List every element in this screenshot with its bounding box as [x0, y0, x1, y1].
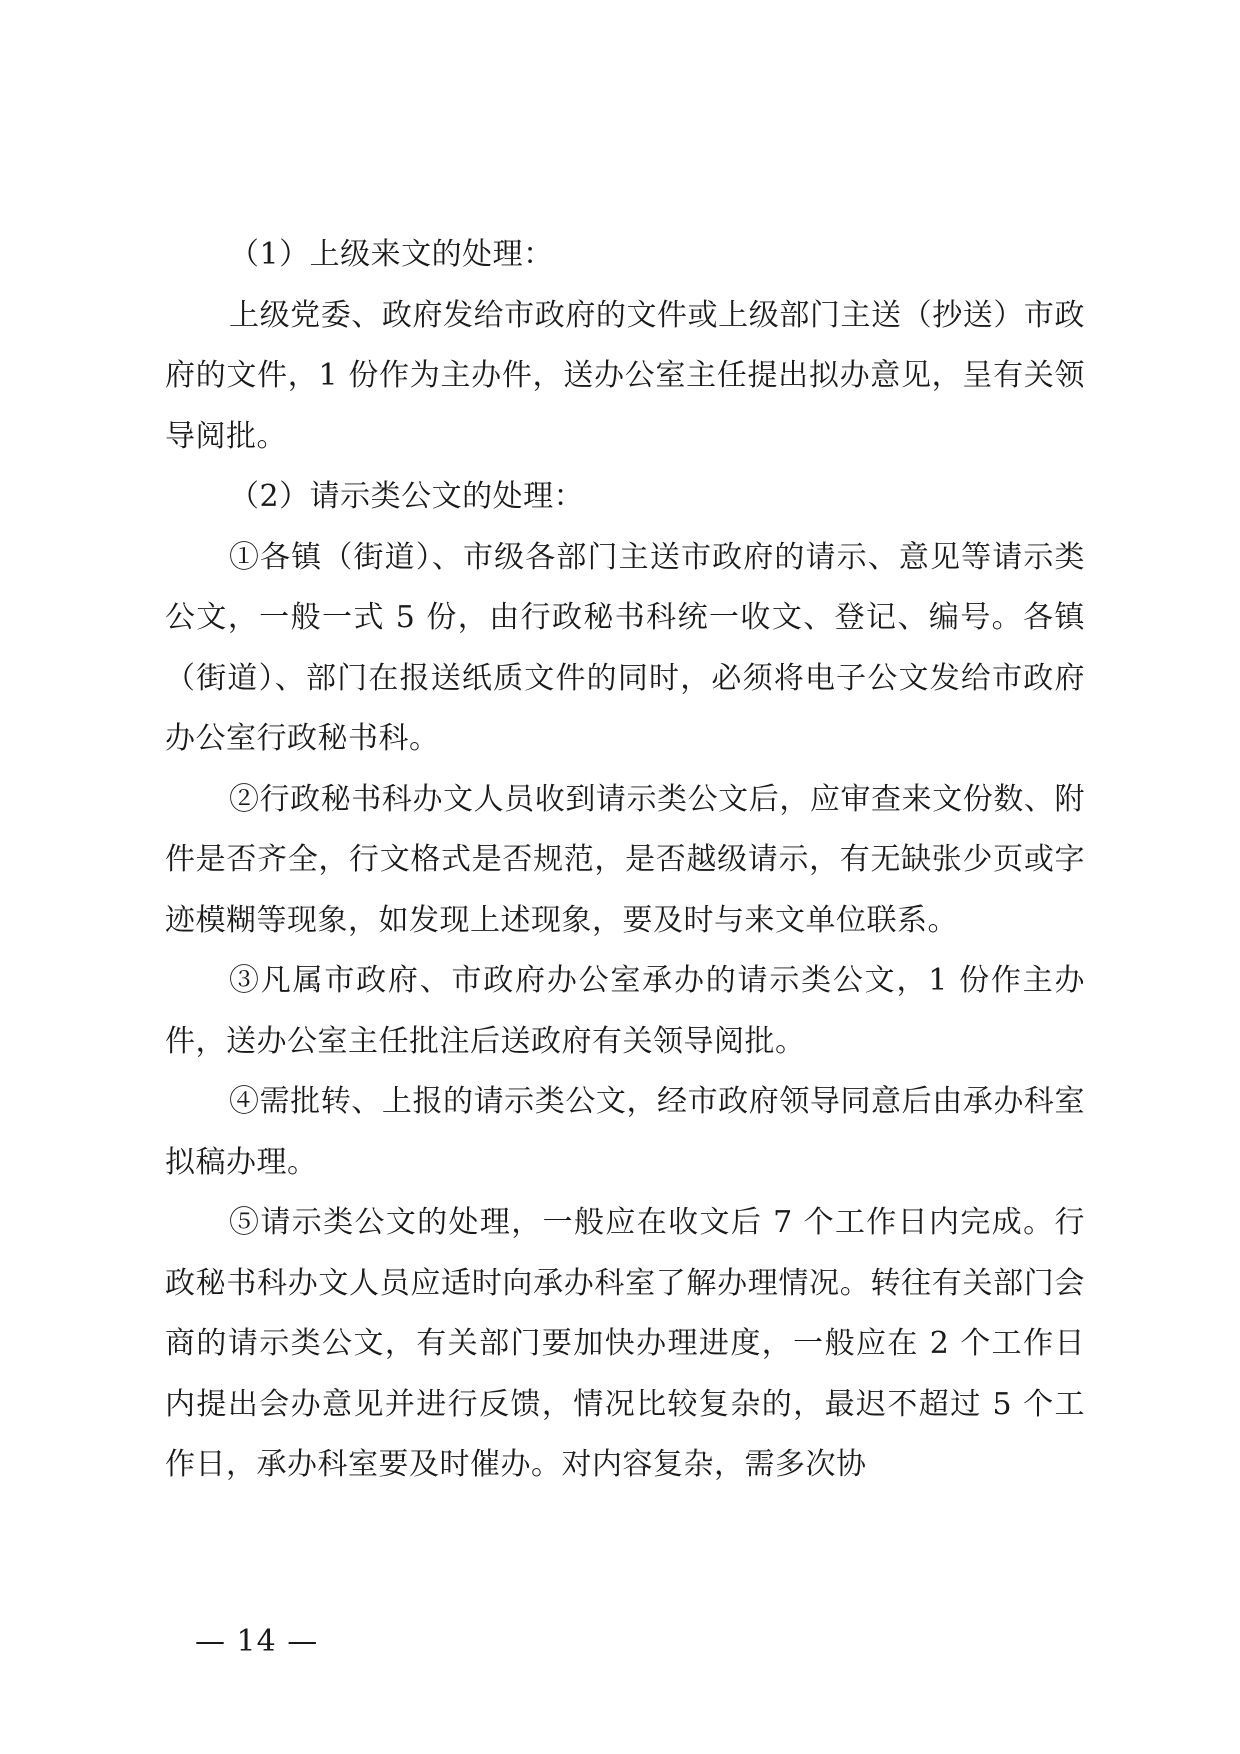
paragraph-item-3: ③凡属市政府、市政府办公室承办的请示类公文，1 份作主办件，送办公室主任批注后送政府有关领导阅批。 — [165, 963, 1085, 1059]
paragraph-item-4: ④需批转、上报的请示类公文，经市政府领导同意后由承办科室拟稿办理。 — [165, 1084, 1085, 1180]
heading-request-documents: （2）请示类公文的处理： — [229, 479, 585, 514]
heading-superior-documents: （1）上级来文的处理： — [229, 237, 554, 272]
paragraph-item-2: ②行政秘书科办文人员收到请示类公文后，应审查来文份数、附件是否齐全，行文格式是否规范，是否越级请示，有无缺张少页或字迹模糊等现象，如发现上述现象，要及时与来文单位联系。 — [165, 781, 1085, 938]
paragraph-item-5: ⑤请示类公文的处理，一般应在收文后 7 个工作日内完成。行政秘书科办文人员应适时向承办科室了解办理情况。转往有关部门会商的请示类公文，有关部门要加快办理进度，一般应在 2 个工作日内提出会办意见并进行反馈，情况比较复杂的，最迟不超过 5 个工作日，承办科室要及时催办。对内容复杂，需多次协 — [165, 1205, 1085, 1482]
document-body — [165, 225, 1085, 1496]
paragraph-item-1: ①各镇（街道）、市级各部门主送市政府的请示、意见等请示类公文，一般一式 5 份，由行政秘书科统一收文、登记、编号。各镇（街道）、部门在报送纸质文件的同时，必须将电子公文发给市政府办公室行政秘书科。 — [165, 539, 1085, 756]
page-number: — 14 — — [195, 1624, 319, 1659]
paragraph-superior-documents: 上级党委、政府发给市政府的文件或上级部门主送（抄送）市政府的文件，1 份作为主办件，送办公室主任提出拟办意见，呈有关领导阅批。 — [165, 297, 1085, 454]
